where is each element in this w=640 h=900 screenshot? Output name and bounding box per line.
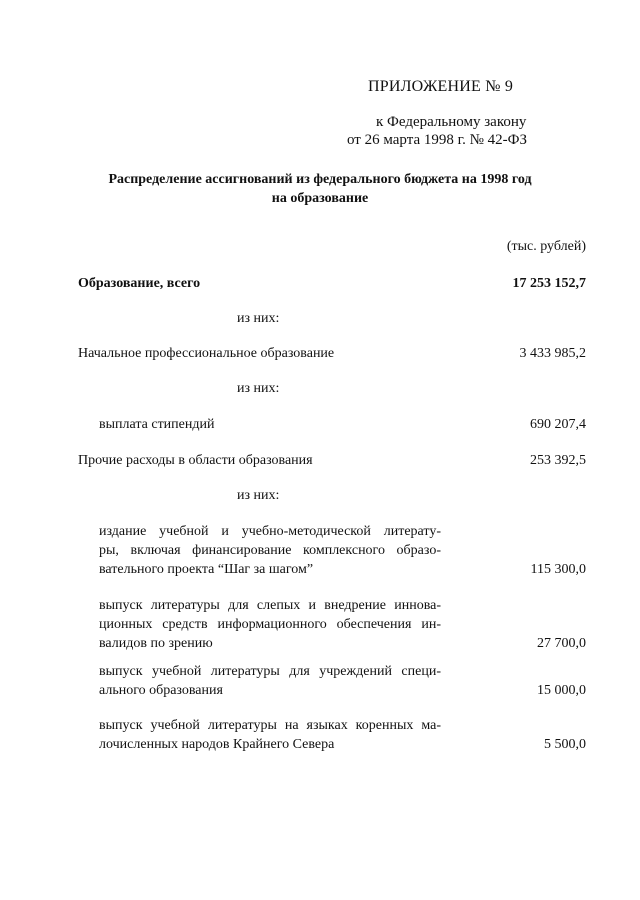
item-line: вательного проекта “Шаг за шагом” — [99, 562, 314, 577]
row-other-education — [78, 453, 586, 469]
list-item-textbooks — [99, 522, 586, 579]
document-heading — [60, 170, 580, 208]
item-line: ционных средств информационного обеспечения ин- — [99, 617, 441, 632]
item-line: ального образования — [99, 683, 223, 698]
of-which-label: из них: — [237, 311, 280, 326]
of-which-label: из них: — [237, 488, 280, 503]
row-label: Образование, всего — [78, 276, 201, 291]
list-item-blind-literature — [99, 596, 586, 653]
row-amount: 3 433 985,2 — [519, 346, 586, 361]
item-text — [99, 716, 441, 754]
list-item-special-education — [99, 662, 586, 700]
heading-line1: Распределение ассигнований из федерального бюджета на 1998 год — [108, 172, 532, 187]
law-reference-line1: к Федеральному закону — [376, 114, 527, 130]
unit-label: (тыс. рублей) — [506, 239, 586, 254]
item-line: выпуск учебной литературы для учреждений специ- — [99, 664, 441, 679]
of-which-label: из них: — [237, 381, 280, 396]
law-reference-line2: от 26 марта 1998 г. № 42-ФЗ — [347, 132, 527, 148]
row-stipends — [99, 417, 586, 433]
item-line: валидов по зрению — [99, 636, 213, 651]
row-education-total — [78, 276, 586, 292]
item-line: издание учебной и учебно-методической литерату- — [99, 524, 441, 539]
item-amount: 15 000,0 — [537, 683, 586, 698]
row-amount: 253 392,5 — [530, 453, 586, 468]
item-amount: 115 300,0 — [530, 562, 586, 577]
item-line: ры, включая финансирование комплексного образо- — [99, 543, 441, 558]
item-line: выпуск учебной литературы на языках коренных ма- — [99, 718, 441, 733]
item-line: выпуск литературы для слепых и внедрение иннова- — [99, 598, 441, 613]
item-text — [99, 522, 441, 579]
row-label: Прочие расходы в области образования — [78, 453, 313, 468]
appendix-title: ПРИЛОЖЕНИЕ № 9 — [368, 78, 514, 95]
row-label: Начальное профессиональное образование — [78, 346, 335, 361]
list-item-northern-peoples — [99, 716, 586, 754]
item-text — [99, 596, 441, 653]
item-amount: 5 500,0 — [544, 737, 586, 752]
item-amount: 27 700,0 — [537, 636, 586, 651]
heading-line2: на образование — [271, 191, 369, 206]
row-amount: 690 207,4 — [530, 417, 586, 432]
item-text — [99, 662, 441, 700]
row-label: выплата стипендий — [99, 417, 215, 432]
row-amount: 17 253 152,7 — [512, 276, 586, 291]
item-line: лочисленных народов Крайнего Севера — [99, 737, 335, 752]
row-primary-vocational — [78, 346, 586, 362]
